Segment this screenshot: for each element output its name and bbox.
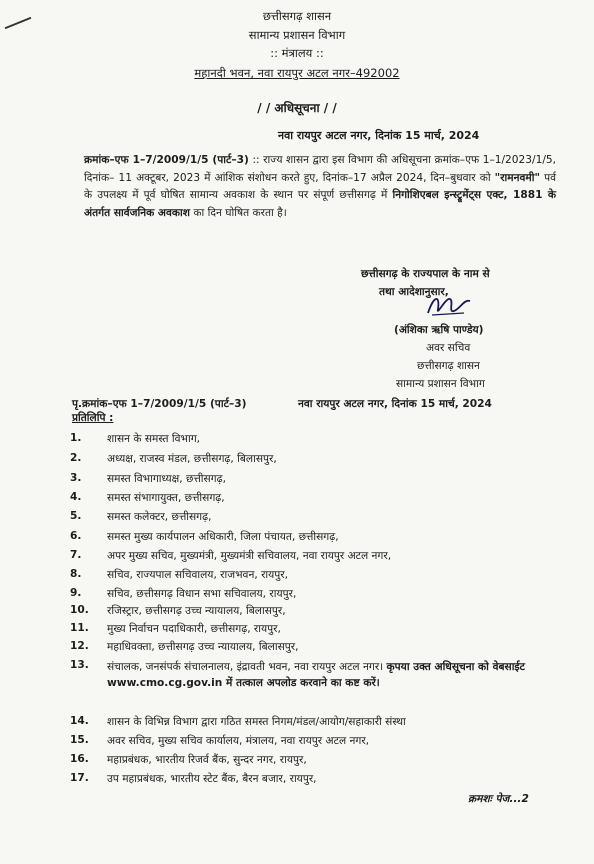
body-text-2: पर्व के उपलक्ष्य में पूर्व घोषित सामान्य अवकाश के स्थान पर संपूर्ण छत्तीसगढ़ में [84, 171, 556, 201]
governor-order-line2: तथा आदेशानुसार, [379, 286, 449, 298]
signatory-name: (अंशिका ऋषि पाण्डेय) [394, 324, 484, 336]
signatory-govt: छत्तीसगढ़ शासन [417, 360, 480, 372]
notice-body [84, 152, 556, 222]
endorsement-reference: पृ.क्रमांक–एफ 1–7/2009/1/5 (पार्ट–3) [72, 398, 247, 410]
body-text-1: :: राज्य शासन द्वारा इस विभाग की अधिसूचना क्रमांक–एफ 1–1/2023/1/5, दिनांक– 11 अक्टूबर, 2023 में आंशिक संशोधन करते हुए, दिनांक–17 अप्रैल 2024, दिन–बुधवार को [84, 154, 557, 184]
governor-order-line1: छत्तीसगढ़ के राज्यपाल के नाम से [361, 268, 490, 280]
signatory-designation: अवर सचिव [426, 342, 471, 354]
body-text-3: का दिन घोषित करता है। [190, 206, 287, 219]
header-ministry: :: मंत्रालय :: [270, 46, 324, 60]
continuation-note: क्रमशः पेज...2 [468, 793, 529, 805]
header-address: महानदी भवन, नवा रायपुर अटल नगर–492002 [194, 66, 400, 80]
notice-title: / / अधिसूचना / / [257, 101, 337, 115]
signatory-dept: सामान्य प्रशासन विभाग [396, 378, 485, 390]
reference-number: क्रमांक–एफ 1–7/2009/1/5 (पार्ट–3) [84, 154, 249, 166]
act-name: निगोशिएबल इन्स्ट्रूमेंट्स एक्ट, 1881 के अंतर्गत सार्वजनिक अवकाश [84, 189, 557, 219]
copy-to-label: प्रतिलिपि : [72, 412, 114, 424]
handwritten-signature [424, 291, 474, 319]
header-dept: सामान्य प्रशासन विभाग [248, 28, 346, 42]
endorsement-date: नवा रायपुर अटल नगर, दिनांक 15 मार्च, 2024 [298, 398, 492, 410]
header-govt: छत्तीसगढ़ शासन [262, 9, 332, 23]
festival-name: "रामनवमी" [494, 171, 540, 184]
notice-date: नवा रायपुर अटल नगर, दिनांक 15 मार्च, 2024 [278, 129, 480, 142]
document-page: छत्तीसगढ़ शासन सामान्य प्रशासन विभाग :: मंत्रालय :: महानदी भवन, नवा रायपुर अटल नगर–492002 / / अधिसूचना / / नवा रायपुर अटल नगर, दिनांक 15 मार्च, 2024 क्रमांक–एफ 1–7/2009/1/5 (पार्ट–3) :: राज्य शासन द्वारा इस विभाग की अधिसूचना क्रमांक–एफ 1–1/2023/1/5, दिनांक– 11 अक्टूबर, 2023 में आंशिक संशोधन करते हुए, दिनांक–17 अप्रैल 2024, दिन–बुधवार को "रामनवमी" पर्व के उपलक्ष्य में पूर्व घोषित सामान्य अवकाश के स्थान पर संपूर्ण छत्तीसगढ़ में निगोशिएबल इन्स्ट्रूमेंट्स एक्ट, 1881 के अंतर्गत सार्वजनिक अवकाश का दिन घोषित करता है। छत्तीसगढ़ के राज्यपाल के नाम से तथा आदेशानुसार, (अंशिका ऋषि पाण्डेय) अवर सचिव छत्तीसगढ़ शासन सामान्य प्रशासन विभाग पृ.क्रमांक–एफ 1–7/2009/1/5 (पार्ट–3) नवा रायपुर अटल नगर, दिनांक 15 मार्च, 2024 प्रतिलिपि : 1. शासन के समस्त विभाग, 2. अध्यक्ष, राजस्व मंडल, छत्तीसगढ़, बिलासपुर, 3. समस्त विभागाध्यक्ष, छत्तीसगढ़, 4. समस्त संभागायुक्त, छत्तीसगढ़, 5. समस्त कलेक्टर, छत्तीसगढ़, 6. समस्त मुख्य कार्यपालन अधिकारी, जिला पंचायत, छत्तीसगढ़, 7. अपर मुख्य सचिव, मुख्यमंत्री, मुख्यमंत्री सचिवालय, नवा रायपुर अटल नगर, 8. सचिव, राज्यपाल सचिवालय, राजभवन, रायपुर, 9. सचिव, छत्तीसगढ़ विधान सभा सचिवालय, रायपुर, 10. रजिस्ट्रार, छत्तीसगढ़ उच्च न्यायालय, बिलासपुर, 11. मुख्य निर्वाचन पदाधिकारी, छत्तीसगढ़, रायपुर, 12. महाधिवक्ता, छत्तीसगढ़ उच्च न्यायालय, बिलासपुर, 13. संचालक, जनसंपर्क संचालनालय, इंद्रावती भवन, नवा रायपुर अटल नगर। कृपया उक्त अधिसूचना को वेबसाईट www.cmo.cg.gov.in में तत्काल अपलोड करवाने का कष्ट करें। 14. शासन के विभिन्न विभाग द्वारा गठित समस्त निगम/मंडल/आयोग/सहाकारी संस्था 15. अवर सचिव, मुख्य सचिव कार्यालय, मंत्रालय, नवा रायपुर अटल नगर, 16. महाप्रबंधक, भारतीय रिजर्व बैंक, सुन्दर नगर, रायपुर, 17. उप महाप्रबंधक, भारतीय स्टेट बैंक, बैरन बजार, रायपुर, क्रमशः पेज...2 [0, 0, 594, 864]
